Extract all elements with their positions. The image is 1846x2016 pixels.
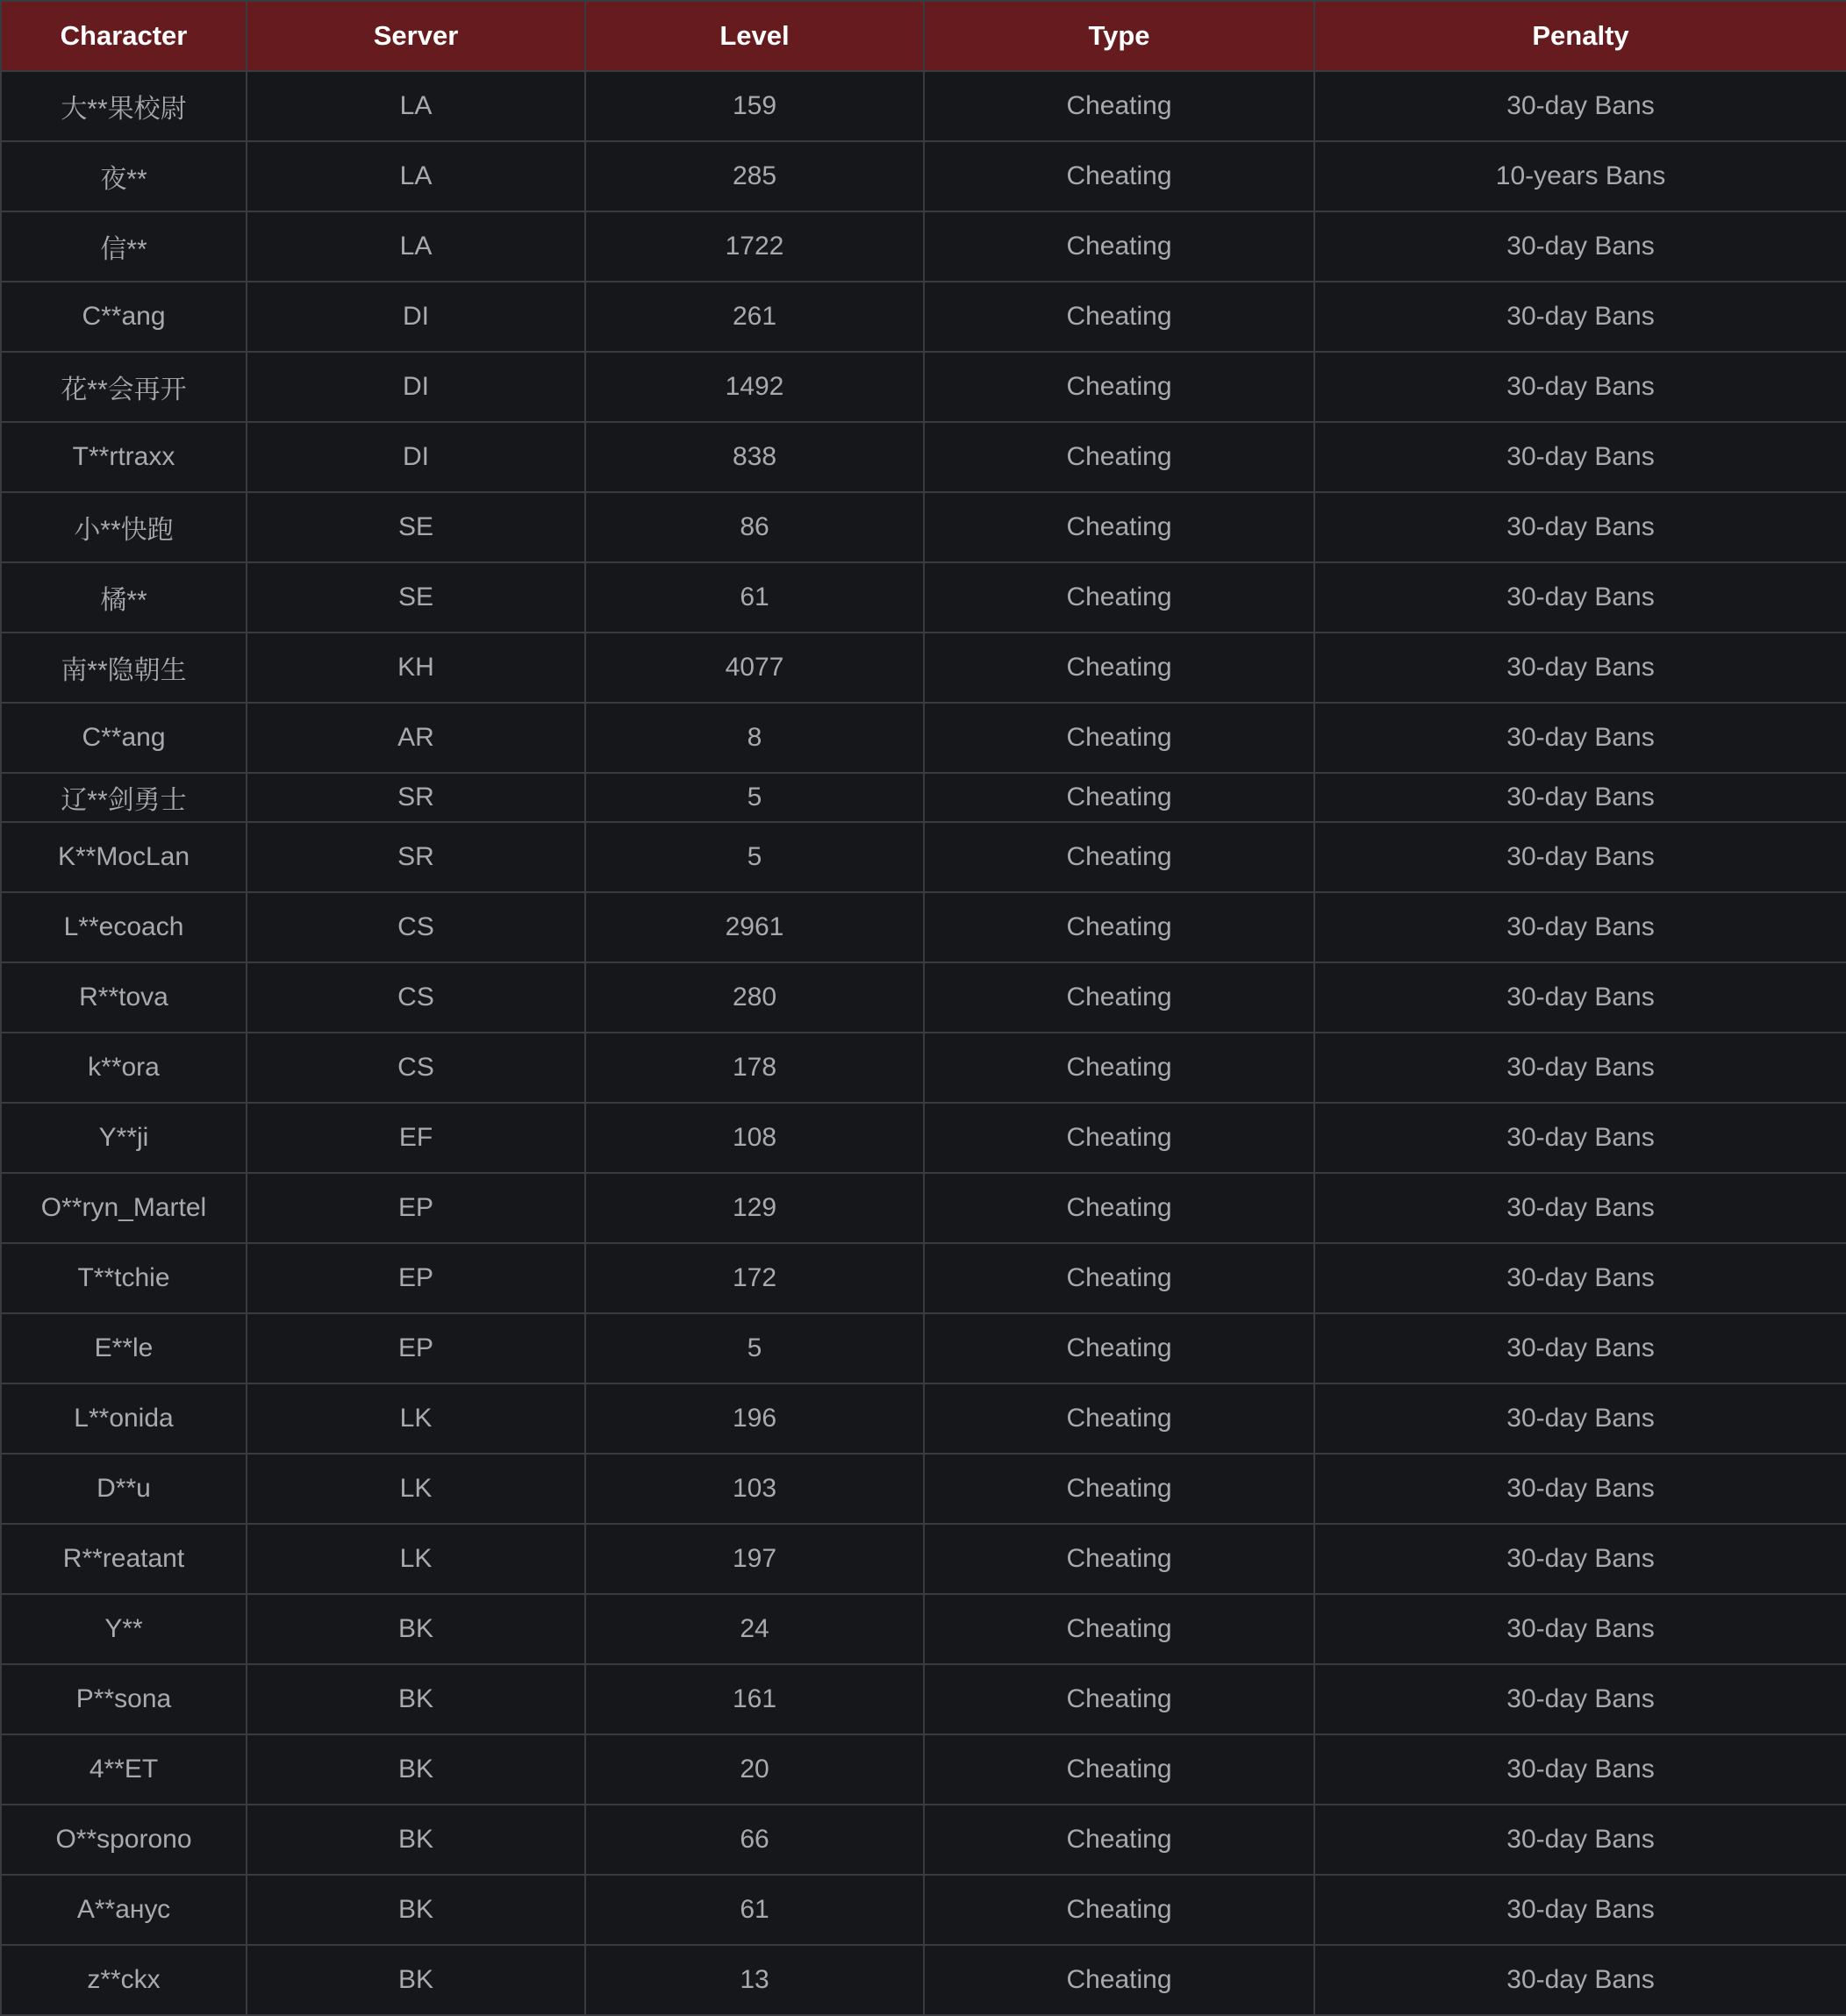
type-cell: Cheating xyxy=(924,1313,1314,1383)
type-cell: Cheating xyxy=(924,1454,1314,1524)
table-body xyxy=(1,71,1846,2015)
penalty-cell: 30-day Bans xyxy=(1314,282,1846,352)
character-cell: k**ora xyxy=(1,1033,247,1103)
table-row xyxy=(1,633,1846,703)
table-row xyxy=(1,1103,1846,1173)
character-cell: P**sona xyxy=(1,1664,247,1734)
penalty-cell: 30-day Bans xyxy=(1314,822,1846,892)
penalty-cell: 30-day Bans xyxy=(1314,71,1846,141)
penalty-cell: 30-day Bans xyxy=(1314,773,1846,822)
level-cell: 86 xyxy=(585,492,924,562)
server-cell: SE xyxy=(247,492,585,562)
character-cell: 南**隐朝生 xyxy=(1,633,247,703)
penalty-cell: 30-day Bans xyxy=(1314,1033,1846,1103)
type-cell: Cheating xyxy=(924,1524,1314,1594)
penalty-cell: 30-day Bans xyxy=(1314,633,1846,703)
character-cell: 夜** xyxy=(1,141,247,211)
type-cell: Cheating xyxy=(924,352,1314,422)
table-row xyxy=(1,1734,1846,1805)
server-cell: LA xyxy=(247,141,585,211)
character-cell: 小**快跑 xyxy=(1,492,247,562)
type-cell: Cheating xyxy=(924,1033,1314,1103)
table-row xyxy=(1,211,1846,282)
character-cell: 橘** xyxy=(1,562,247,633)
table-row xyxy=(1,1524,1846,1594)
level-cell: 159 xyxy=(585,71,924,141)
level-cell: 285 xyxy=(585,141,924,211)
server-cell: BK xyxy=(247,1594,585,1664)
penalty-cell: 30-day Bans xyxy=(1314,892,1846,962)
penalty-cell: 30-day Bans xyxy=(1314,1805,1846,1875)
table-row xyxy=(1,892,1846,962)
character-cell: 花**会再开 xyxy=(1,352,247,422)
server-cell: EP xyxy=(247,1173,585,1243)
table-row xyxy=(1,1664,1846,1734)
table-header xyxy=(1,1,1846,71)
table-row xyxy=(1,71,1846,141)
level-cell: 172 xyxy=(585,1243,924,1313)
table-row xyxy=(1,1875,1846,1945)
level-cell: 5 xyxy=(585,1313,924,1383)
level-cell: 261 xyxy=(585,282,924,352)
server-cell: EF xyxy=(247,1103,585,1173)
character-cell: Y**ji xyxy=(1,1103,247,1173)
column-header-penalty: Penalty xyxy=(1314,1,1846,71)
penalty-cell: 30-day Bans xyxy=(1314,492,1846,562)
type-cell: Cheating xyxy=(924,282,1314,352)
type-cell: Cheating xyxy=(924,773,1314,822)
table-row xyxy=(1,773,1846,822)
level-cell: 838 xyxy=(585,422,924,492)
type-cell: Cheating xyxy=(924,633,1314,703)
column-header-server: Server xyxy=(247,1,585,71)
level-cell: 161 xyxy=(585,1664,924,1734)
header-row xyxy=(1,1,1846,71)
server-cell: SR xyxy=(247,822,585,892)
table-row xyxy=(1,352,1846,422)
character-cell: L**onida xyxy=(1,1383,247,1454)
penalty-cell: 30-day Bans xyxy=(1314,562,1846,633)
level-cell: 103 xyxy=(585,1454,924,1524)
type-cell: Cheating xyxy=(924,1243,1314,1313)
type-cell: Cheating xyxy=(924,703,1314,773)
table-row xyxy=(1,1805,1846,1875)
table-row xyxy=(1,703,1846,773)
server-cell: BK xyxy=(247,1945,585,2015)
penalty-cell: 30-day Bans xyxy=(1314,1173,1846,1243)
type-cell: Cheating xyxy=(924,141,1314,211)
type-cell: Cheating xyxy=(924,211,1314,282)
character-cell: T**tchie xyxy=(1,1243,247,1313)
server-cell: BK xyxy=(247,1805,585,1875)
character-cell: 辽**剑勇士 xyxy=(1,773,247,822)
table-row xyxy=(1,822,1846,892)
penalty-cell: 30-day Bans xyxy=(1314,1945,1846,2015)
server-cell: BK xyxy=(247,1664,585,1734)
level-cell: 197 xyxy=(585,1524,924,1594)
penalty-cell: 30-day Bans xyxy=(1314,1664,1846,1734)
table-row xyxy=(1,282,1846,352)
level-cell: 4077 xyxy=(585,633,924,703)
type-cell: Cheating xyxy=(924,1734,1314,1805)
penalty-cell: 10-years Bans xyxy=(1314,141,1846,211)
penalty-cell: 30-day Bans xyxy=(1314,1524,1846,1594)
level-cell: 24 xyxy=(585,1594,924,1664)
type-cell: Cheating xyxy=(924,1383,1314,1454)
server-cell: KH xyxy=(247,633,585,703)
table-row xyxy=(1,422,1846,492)
character-cell: 4**ET xyxy=(1,1734,247,1805)
server-cell: CS xyxy=(247,962,585,1033)
penalty-cell: 30-day Bans xyxy=(1314,1103,1846,1173)
table-row xyxy=(1,1383,1846,1454)
type-cell: Cheating xyxy=(924,71,1314,141)
table-row xyxy=(1,1313,1846,1383)
character-cell: A**анус xyxy=(1,1875,247,1945)
character-cell: C**ang xyxy=(1,703,247,773)
server-cell: BK xyxy=(247,1734,585,1805)
penalty-cell: 30-day Bans xyxy=(1314,1454,1846,1524)
penalty-cell: 30-day Bans xyxy=(1314,352,1846,422)
table-row xyxy=(1,962,1846,1033)
type-cell: Cheating xyxy=(924,1805,1314,1875)
table-row xyxy=(1,1594,1846,1664)
column-header-character: Character xyxy=(1,1,247,71)
table-row xyxy=(1,1243,1846,1313)
character-cell: L**ecoach xyxy=(1,892,247,962)
server-cell: EP xyxy=(247,1243,585,1313)
character-cell: Y** xyxy=(1,1594,247,1664)
server-cell: EP xyxy=(247,1313,585,1383)
table-row xyxy=(1,1173,1846,1243)
level-cell: 61 xyxy=(585,1875,924,1945)
level-cell: 20 xyxy=(585,1734,924,1805)
table-row xyxy=(1,1945,1846,2015)
level-cell: 108 xyxy=(585,1103,924,1173)
penalty-cell: 30-day Bans xyxy=(1314,1243,1846,1313)
character-cell: K**MocLan xyxy=(1,822,247,892)
server-cell: SE xyxy=(247,562,585,633)
level-cell: 280 xyxy=(585,962,924,1033)
character-cell: E**le xyxy=(1,1313,247,1383)
type-cell: Cheating xyxy=(924,1103,1314,1173)
type-cell: Cheating xyxy=(924,1945,1314,2015)
penalty-cell: 30-day Bans xyxy=(1314,211,1846,282)
penalty-cell: 30-day Bans xyxy=(1314,1875,1846,1945)
penalty-cell: 30-day Bans xyxy=(1314,962,1846,1033)
penalty-cell: 30-day Bans xyxy=(1314,1594,1846,1664)
penalty-cell: 30-day Bans xyxy=(1314,703,1846,773)
level-cell: 178 xyxy=(585,1033,924,1103)
penalty-cell: 30-day Bans xyxy=(1314,1734,1846,1805)
level-cell: 13 xyxy=(585,1945,924,2015)
character-cell: z**ckx xyxy=(1,1945,247,2015)
server-cell: LK xyxy=(247,1383,585,1454)
character-cell: D**u xyxy=(1,1454,247,1524)
type-cell: Cheating xyxy=(924,1664,1314,1734)
level-cell: 2961 xyxy=(585,892,924,962)
server-cell: LA xyxy=(247,71,585,141)
type-cell: Cheating xyxy=(924,822,1314,892)
table-row xyxy=(1,492,1846,562)
column-header-type: Type xyxy=(924,1,1314,71)
server-cell: CS xyxy=(247,892,585,962)
type-cell: Cheating xyxy=(924,422,1314,492)
type-cell: Cheating xyxy=(924,962,1314,1033)
penalty-cell: 30-day Bans xyxy=(1314,1313,1846,1383)
server-cell: DI xyxy=(247,422,585,492)
character-cell: C**ang xyxy=(1,282,247,352)
character-cell: R**reatant xyxy=(1,1524,247,1594)
level-cell: 1722 xyxy=(585,211,924,282)
level-cell: 129 xyxy=(585,1173,924,1243)
server-cell: CS xyxy=(247,1033,585,1103)
character-cell: R**tova xyxy=(1,962,247,1033)
level-cell: 8 xyxy=(585,703,924,773)
penalty-cell: 30-day Bans xyxy=(1314,422,1846,492)
table-row xyxy=(1,1033,1846,1103)
type-cell: Cheating xyxy=(924,1594,1314,1664)
level-cell: 5 xyxy=(585,822,924,892)
server-cell: DI xyxy=(247,352,585,422)
type-cell: Cheating xyxy=(924,492,1314,562)
type-cell: Cheating xyxy=(924,562,1314,633)
level-cell: 5 xyxy=(585,773,924,822)
character-cell: 大**果校尉 xyxy=(1,71,247,141)
server-cell: DI xyxy=(247,282,585,352)
type-cell: Cheating xyxy=(924,1173,1314,1243)
type-cell: Cheating xyxy=(924,892,1314,962)
server-cell: LK xyxy=(247,1454,585,1524)
column-header-level: Level xyxy=(585,1,924,71)
server-cell: LK xyxy=(247,1524,585,1594)
server-cell: BK xyxy=(247,1875,585,1945)
level-cell: 61 xyxy=(585,562,924,633)
level-cell: 196 xyxy=(585,1383,924,1454)
table-row xyxy=(1,1454,1846,1524)
penalty-cell: 30-day Bans xyxy=(1314,1383,1846,1454)
character-cell: 信** xyxy=(1,211,247,282)
character-cell: T**rtraxx xyxy=(1,422,247,492)
table-row xyxy=(1,141,1846,211)
server-cell: LA xyxy=(247,211,585,282)
character-cell: O**ryn_Martel xyxy=(1,1173,247,1243)
level-cell: 66 xyxy=(585,1805,924,1875)
server-cell: SR xyxy=(247,773,585,822)
type-cell: Cheating xyxy=(924,1875,1314,1945)
level-cell: 1492 xyxy=(585,352,924,422)
character-cell: O**sporono xyxy=(1,1805,247,1875)
table-row xyxy=(1,562,1846,633)
server-cell: AR xyxy=(247,703,585,773)
